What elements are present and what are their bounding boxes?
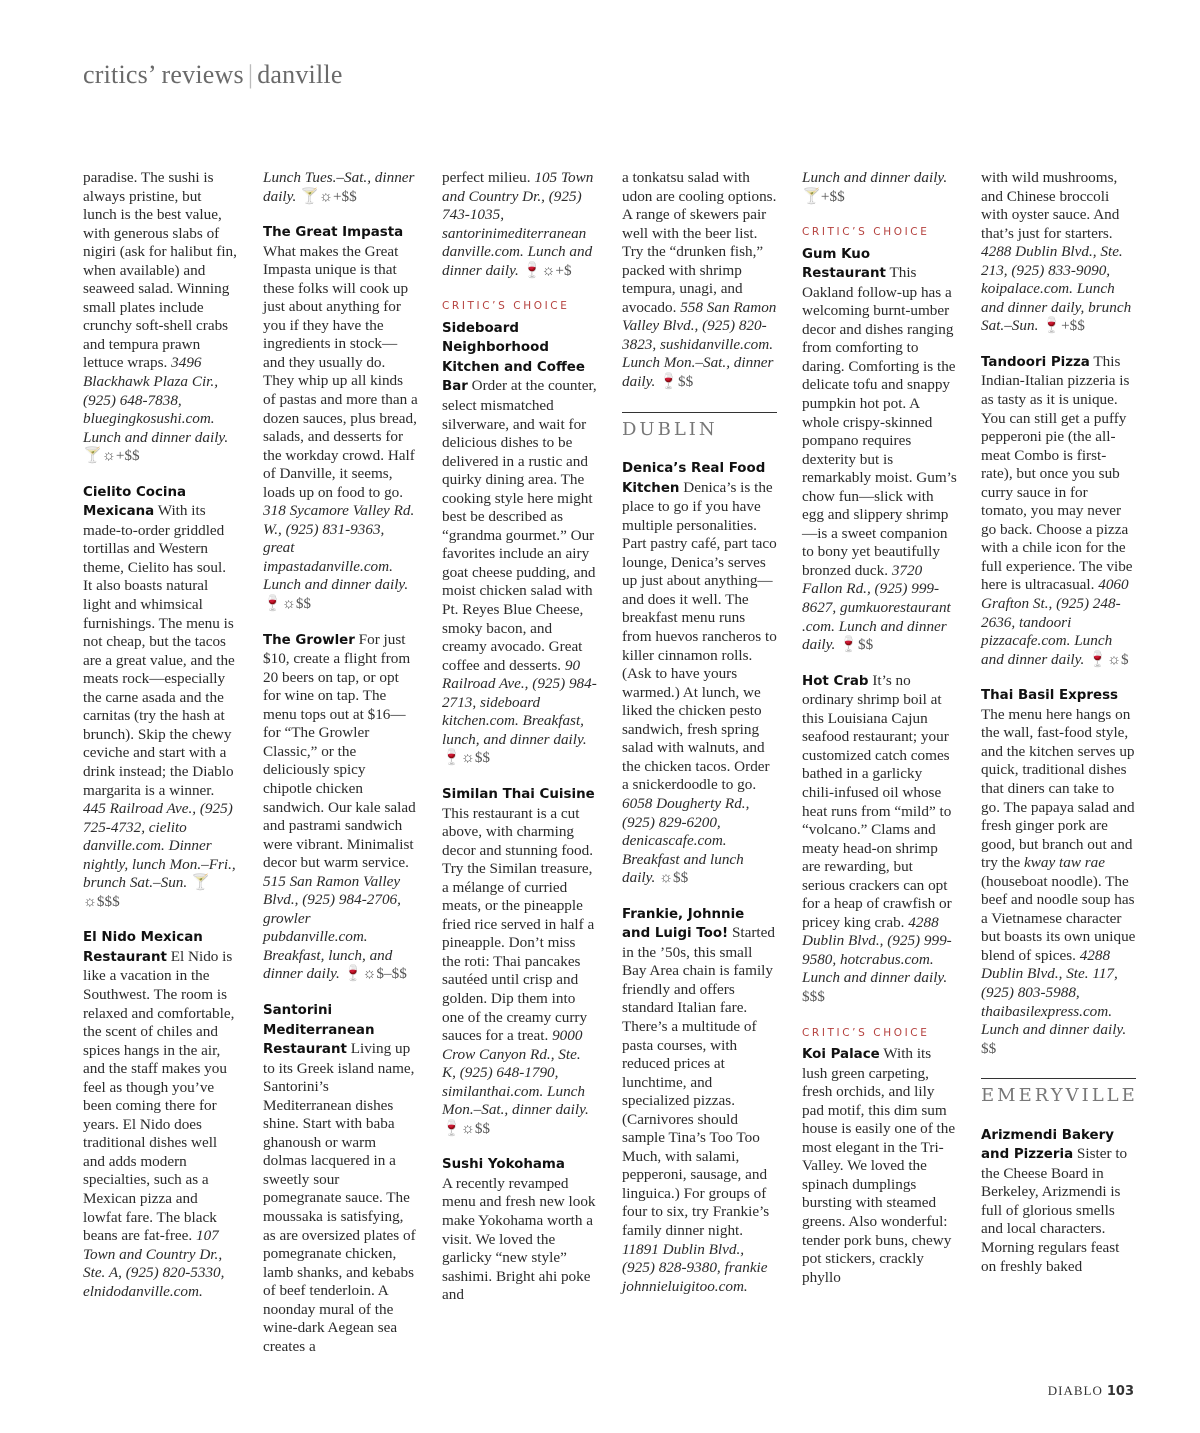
price-icons: 🍷☼+$ [522,261,572,279]
review-info: 9000 Crow Canyon Rd., Ste. K, (925) 648-1790, similanthai.com. Lunch Mon.–Sat., dinner daily. [442,1027,589,1119]
review-info: 558 San Ramon Valley Blvd., (925) 820-3823, sushidanville.com. Lunch Mon.–Sat., dinner daily. [622,298,777,391]
review-gum-kuo [802,245,957,655]
review-continued [442,169,597,280]
column-1 [83,169,238,1318]
review-cielito [83,483,238,912]
review-text: Denica’s is the place to go if you have multiple personalities. Part pastry café, part taco lounge, Denica’s serves up just about anything—and does it well. The breakfast menu runs from huevos rancheros to killer cinnamon rolls. (Ask to have yours warmed.) At lunch, we liked the chicken pesto sandwich, fresh spring salad with walnuts, and the chicken tacos. Order a snickerdoodle to go. [622,478,777,794]
restaurant-name: Similan Thai Cuisine [442,786,595,802]
section-title: critics’ reviews [83,60,244,89]
review-text: This Indian-Italian pizzeria is as tasty as it is unique. You can still get a puffy pepperoni pie (the all-meat Combo is first-rate), but once you sub curry sauce in for tomato, you may never go back. Choose a pizza with a chile icon for the full experience. The vibe here is ultracasual. [981,352,1133,594]
page-number: 103 [1106,1384,1134,1399]
review-info: Lunch and dinner daily. [802,169,948,186]
review-info: 4288 Dublin Blvd., (925) 999-9580, hotcrabus.com. Lunch and dinner daily. [802,913,952,987]
review-text: This Oakland follow-up has a welcoming burnt-umber decor and dishes ranging from comforting to daring. Comforting is the delicate tofu and snappy pumpkin hot pot. A whole crispy-skinned pompano requires dexterity but is remarkably moist. Gum’s chow fun—slick with egg and slippery shrimp—is a sweet companion to bony yet beautifully bronzed duck. [802,264,957,579]
review-info: 445 Railroad Ave., (925) 725-4732, cielito danville.com. Dinner nightly, lunch Mon.–Fri., brunch Sat.–Sun. [83,800,236,892]
restaurant-name: Koi Palace [802,1047,880,1063]
review-text: El Nido is like a vacation in the Southwest. The room is relaxed and comfortable, the scent of chiles and spices hangs in the air, and the staff makes you feel as though you’ve been coming there for years. El Nido does traditional dishes well and adds modern specialties, such as a Mexican pizza and lowfat fare. The black beans are fat-free. [83,947,235,1245]
restaurant-name: Santorini Mediterranean Restaurant [263,1002,375,1058]
critics-choice-label: CRITIC’S CHOICE [802,226,930,239]
restaurant-name: Arizmendi Bakery and Pizzeria [981,1127,1114,1163]
review-info: 4288 Dublin Blvd., Ste. 213, (925) 833-9090, koipalace.com. Lunch and dinner daily, brunch Sat.–Sun. [981,243,1132,335]
review-denicas [622,459,777,888]
review-info: 318 Sycamore Valley Rd. W., (925) 831-9363, great impastadanville.com. Lunch and dinner daily. [263,502,415,594]
review-info: 3496 Blackhawk Plaza Cir., (925) 648-7838, bluegingkosushi.com. Lunch and dinner daily. [83,354,229,446]
price-icons: ☼$$ [659,869,689,887]
restaurant-name: Thai Basil Express [981,688,1119,704]
review-growler [263,631,418,984]
review-santorini [263,1001,418,1356]
price-icons: 🍷☼$ [1088,650,1129,668]
review-info: 105 Town and Country Dr., (925) 743-1035, santorinimediterranean danville.com. Lunch and dinner daily. [442,169,594,279]
review-text: For just $10, create a flight from 20 beers on tap, or opt for wine on tap. The menu tops out at $16—for “The Growler Classic,” or the deliciously spicy chipotle chicken sandwich. Our kale salad and pastrami sandwich were vibrant. Minimalist decor but warm service. [263,630,416,872]
review-info: 107 Town and Country Dr., Ste. A, (925) 820-5330, elnidodanville.com. [83,1227,225,1300]
restaurant-name: Denica’s Real Food Kitchen [622,461,766,496]
review-info: 90 Railroad Ave., (925) 984-2713, sideboard kitchen.com. Breakfast, lunch, and dinner daily. [442,656,597,748]
review-info: 6058 Dougherty Rd., (925) 829-6200, denicascafe.com. Breakfast and lunch daily. [622,794,750,887]
restaurant-name: El Nido Mexican Restaurant [83,930,203,965]
price-icons: 🍷$$ [659,373,694,391]
critics-choice-label: CRITIC’S CHOICE [442,300,570,313]
review-text: perfect milieu. [442,169,535,186]
review-info: 515 San Ramon Valley Blvd., (925) 984-2706, growler pubdanville.com. Breakfast, lunch, and dinner daily. [263,872,401,983]
review-similan [442,785,597,1138]
review-el-nido [83,928,238,1301]
review-text: This restaurant is a cut above, with charming decor and stunning food. Try the Similan treasure, a mélange of curried meats, or the pineapple fried rice served in half a pineapple. Don’t miss the roti: Thai pancakes sautéed until crisp and golden. Dip them into one of the creamy curry sauces for a treat. [442,804,595,1045]
restaurant-name: Frankie, Johnnie and Luigi Too! [622,906,745,942]
review-text: The menu here hangs on the wall, fast-food style, and the kitchen serves up quick, traditional dishes that diners can take to go. The papaya salad and fresh ginger pork are good, but branch out and try the [981,705,1135,872]
price-icons: 🍷☼$$ [263,595,312,613]
review-tandoori-pizza [981,353,1136,669]
city-heading-dublin: DUBLIN [622,412,777,440]
review-text: Living up to its Greek island name, Santorini’s Mediterranean dishes shine. Start with baba ghanoush or warm dolmas lacquered in a sweetly sour pomegranate sauce. The moussaka is satisfying, as are oversized plates of pomegranate chicken, lamb shanks, and kebabs of beef tenderloin. A noonday mural of the wine-dark Aegean sea creates a [263,1040,416,1355]
review-arizmendi [981,1126,1136,1276]
review-frankie-johnnie-luigi [622,905,777,1296]
review-text: Sister to the Cheese Board in Berkeley, Arizmendi is full of glorious smells and local characters. Morning regulars feast on freshly baked [981,1145,1128,1275]
review-text: a tonkatsu salad with udon are cooling options. A range of skewers pair well with the beer list. Try the “drunken fish,” packed with shrimp tempura, unagi, and avocado. [622,169,777,316]
review-text: paradise. The sushi is always pristine, but lunch is the best value, with generous slabs of nigiri (ask for halibut fin, when available) and seaweed salad. Winning small plates include crunchy soft-shell crabs and tempura prawn lettuce wraps. [83,169,237,372]
restaurant-name: Sideboard Neighborhood Kitchen and Coffee Bar [442,320,585,395]
review-info: 4060 Grafton St., (925) 248-2636, tandoori pizzacafe.com. Lunch and dinner daily. [981,576,1129,668]
review-info: 3720 Fallon Rd., (925) 999-8627, gumkuorestaurant .com. Lunch and dinner daily. [802,561,951,654]
header-divider: | [247,60,254,89]
review-continued [981,169,1136,336]
location-title: danville [257,60,343,89]
review-text: With its lush green carpeting, fresh orchids, and lily pad motif, this dim sum house is easily one of the most elegant in the Tri-Valley. We loved the spinach dumplings bursting with steamed greens. Also wonderful: tender pork buns, chewy pot stickers, crackly phyllo [802,1045,956,1286]
price-icons: 🍷☼$$ [442,1119,491,1137]
column-6 [981,169,1136,1293]
column-3 [442,169,597,1322]
critics-choice-label: CRITIC’S CHOICE [802,1026,930,1039]
review-text: Order at the counter, select mismatched silverware, and wait for delicious dishes to be delivered in a rustic and quirky dining area. The cooking style here might best be described as “grandma gourmet.” Our favorites include an airy goat cheese pudding, and moist chicken salad with Pt. Reyes Blue Cheese, smoky bacon, and creamy avocado. Great coffee and desserts. [442,377,597,674]
review-thai-basil-express [981,686,1136,1058]
restaurant-name: Sushi Yokohama [442,1157,565,1173]
price-icons: 🍷☼$–$$ [343,965,407,983]
restaurant-name: The Great Impasta [263,225,404,241]
review-text: With its made-to-order griddled tortillas and Western theme, Cielito has soul. It also boasts natural light and whimsical furnishings. The menu is not cheap, but the tacos are a great value, and the meats rock—especially the carne asada and the carnitas (try the hash at brunch). Skip the chewy ceviche and start with a drink instead; the Diablo margarita is a winner. [83,502,235,799]
review-sushi-yokohama [442,1155,597,1304]
page-header [83,60,343,90]
review-continued [263,169,418,206]
restaurant-name: The Growler [263,632,355,648]
review-text-emphasis: kway taw rae [1024,854,1106,872]
magazine-name: DIABLO [1047,1383,1103,1398]
price-icons: $$ [981,1039,997,1057]
page-footer [1048,1383,1134,1399]
review-text: A recently revamped menu and fresh new look make Yokohama worth a visit. We loved the garlicky “new style” sashimi. Bright ahi poke and [442,1174,596,1304]
price-icons: 🍷$$ [839,636,874,654]
review-text: with wild mushrooms, and Chinese broccoli with oyster sauce. And that’s just for starters. [981,169,1120,242]
price-icons: 🍷☼$$ [442,749,491,767]
review-continued [622,169,777,392]
review-text: It’s no ordinary shrimp boil at this Louisiana Cajun seafood restaurant; your customized catch comes bathed in a garlicky chili-infused oil whose heat runs from “mild” to “volcano.” Clams and meaty head-on shrimp are rewarding, but serious crackers can opt for a heap of crawfish or pricey king crab. [802,671,952,931]
price-icons: 🍸☼$$$ [83,874,210,910]
review-text: What makes the Great Impasta unique is that these folks will cook up just about anything for you if they have the ingredients in stock—and they usually do. They whip up all kinds of pastas and more than a dozen sauces, plus bread, salads, and desserts for the workday crowd. Half of Danville, it seems, loads up on food to go. [263,242,418,501]
review-koi-palace [802,1045,957,1287]
price-icons: 🍸+$$ [802,187,845,205]
review-text: Started in the ’50s, this small Bay Area chain is family friendly and offers standard Italian fare. There’s a multitude of pasta courses, with reduced prices at lunchtime, and specialized pizzas. (Carnivores should sample Tina’s Too Too Much, with salami, pepperoni, sausage, and linguica.) For groups of four to six, try Frankie’s family dinner night. [622,924,775,1239]
review-info: 4288 Dublin Blvd., Ste. 117, (925) 803-5988, thaibasilexpress.com. Lunch and dinner daily. [981,946,1127,1039]
review-hot-crab [802,672,957,1007]
review-info: Lunch Tues.–Sat., dinner daily. [263,169,415,205]
review-great-impasta [263,223,418,613]
column-5 [802,169,957,1304]
price-icons: $$$ [802,987,825,1005]
city-heading-emeryville: EMERYVILLE [981,1078,1136,1106]
restaurant-name: Cielito Cocina Mexicana [83,484,187,520]
restaurant-name: Gum Kuo Restaurant [802,246,886,282]
review-sideboard [442,319,597,768]
price-icons: 🍸☼+$$ [300,187,357,205]
review-continued [802,169,957,206]
column-4 [622,169,777,1313]
price-icons: 🍷+$$ [1042,317,1085,335]
review-info: 11891 Dublin Blvd., (925) 828-9380, frankie johnnieluigitoo.com. [622,1240,768,1295]
review-text: (houseboat noodle). The beef and noodle soup has a Vietnamese character but boasts its own unique blend of spices. [981,872,1136,964]
review-continued [83,169,238,466]
column-2 [263,169,418,1373]
restaurant-name: Tandoori Pizza [981,354,1090,370]
restaurant-name: Hot Crab [802,673,869,689]
price-icons: 🍸☼+$$ [83,447,140,465]
